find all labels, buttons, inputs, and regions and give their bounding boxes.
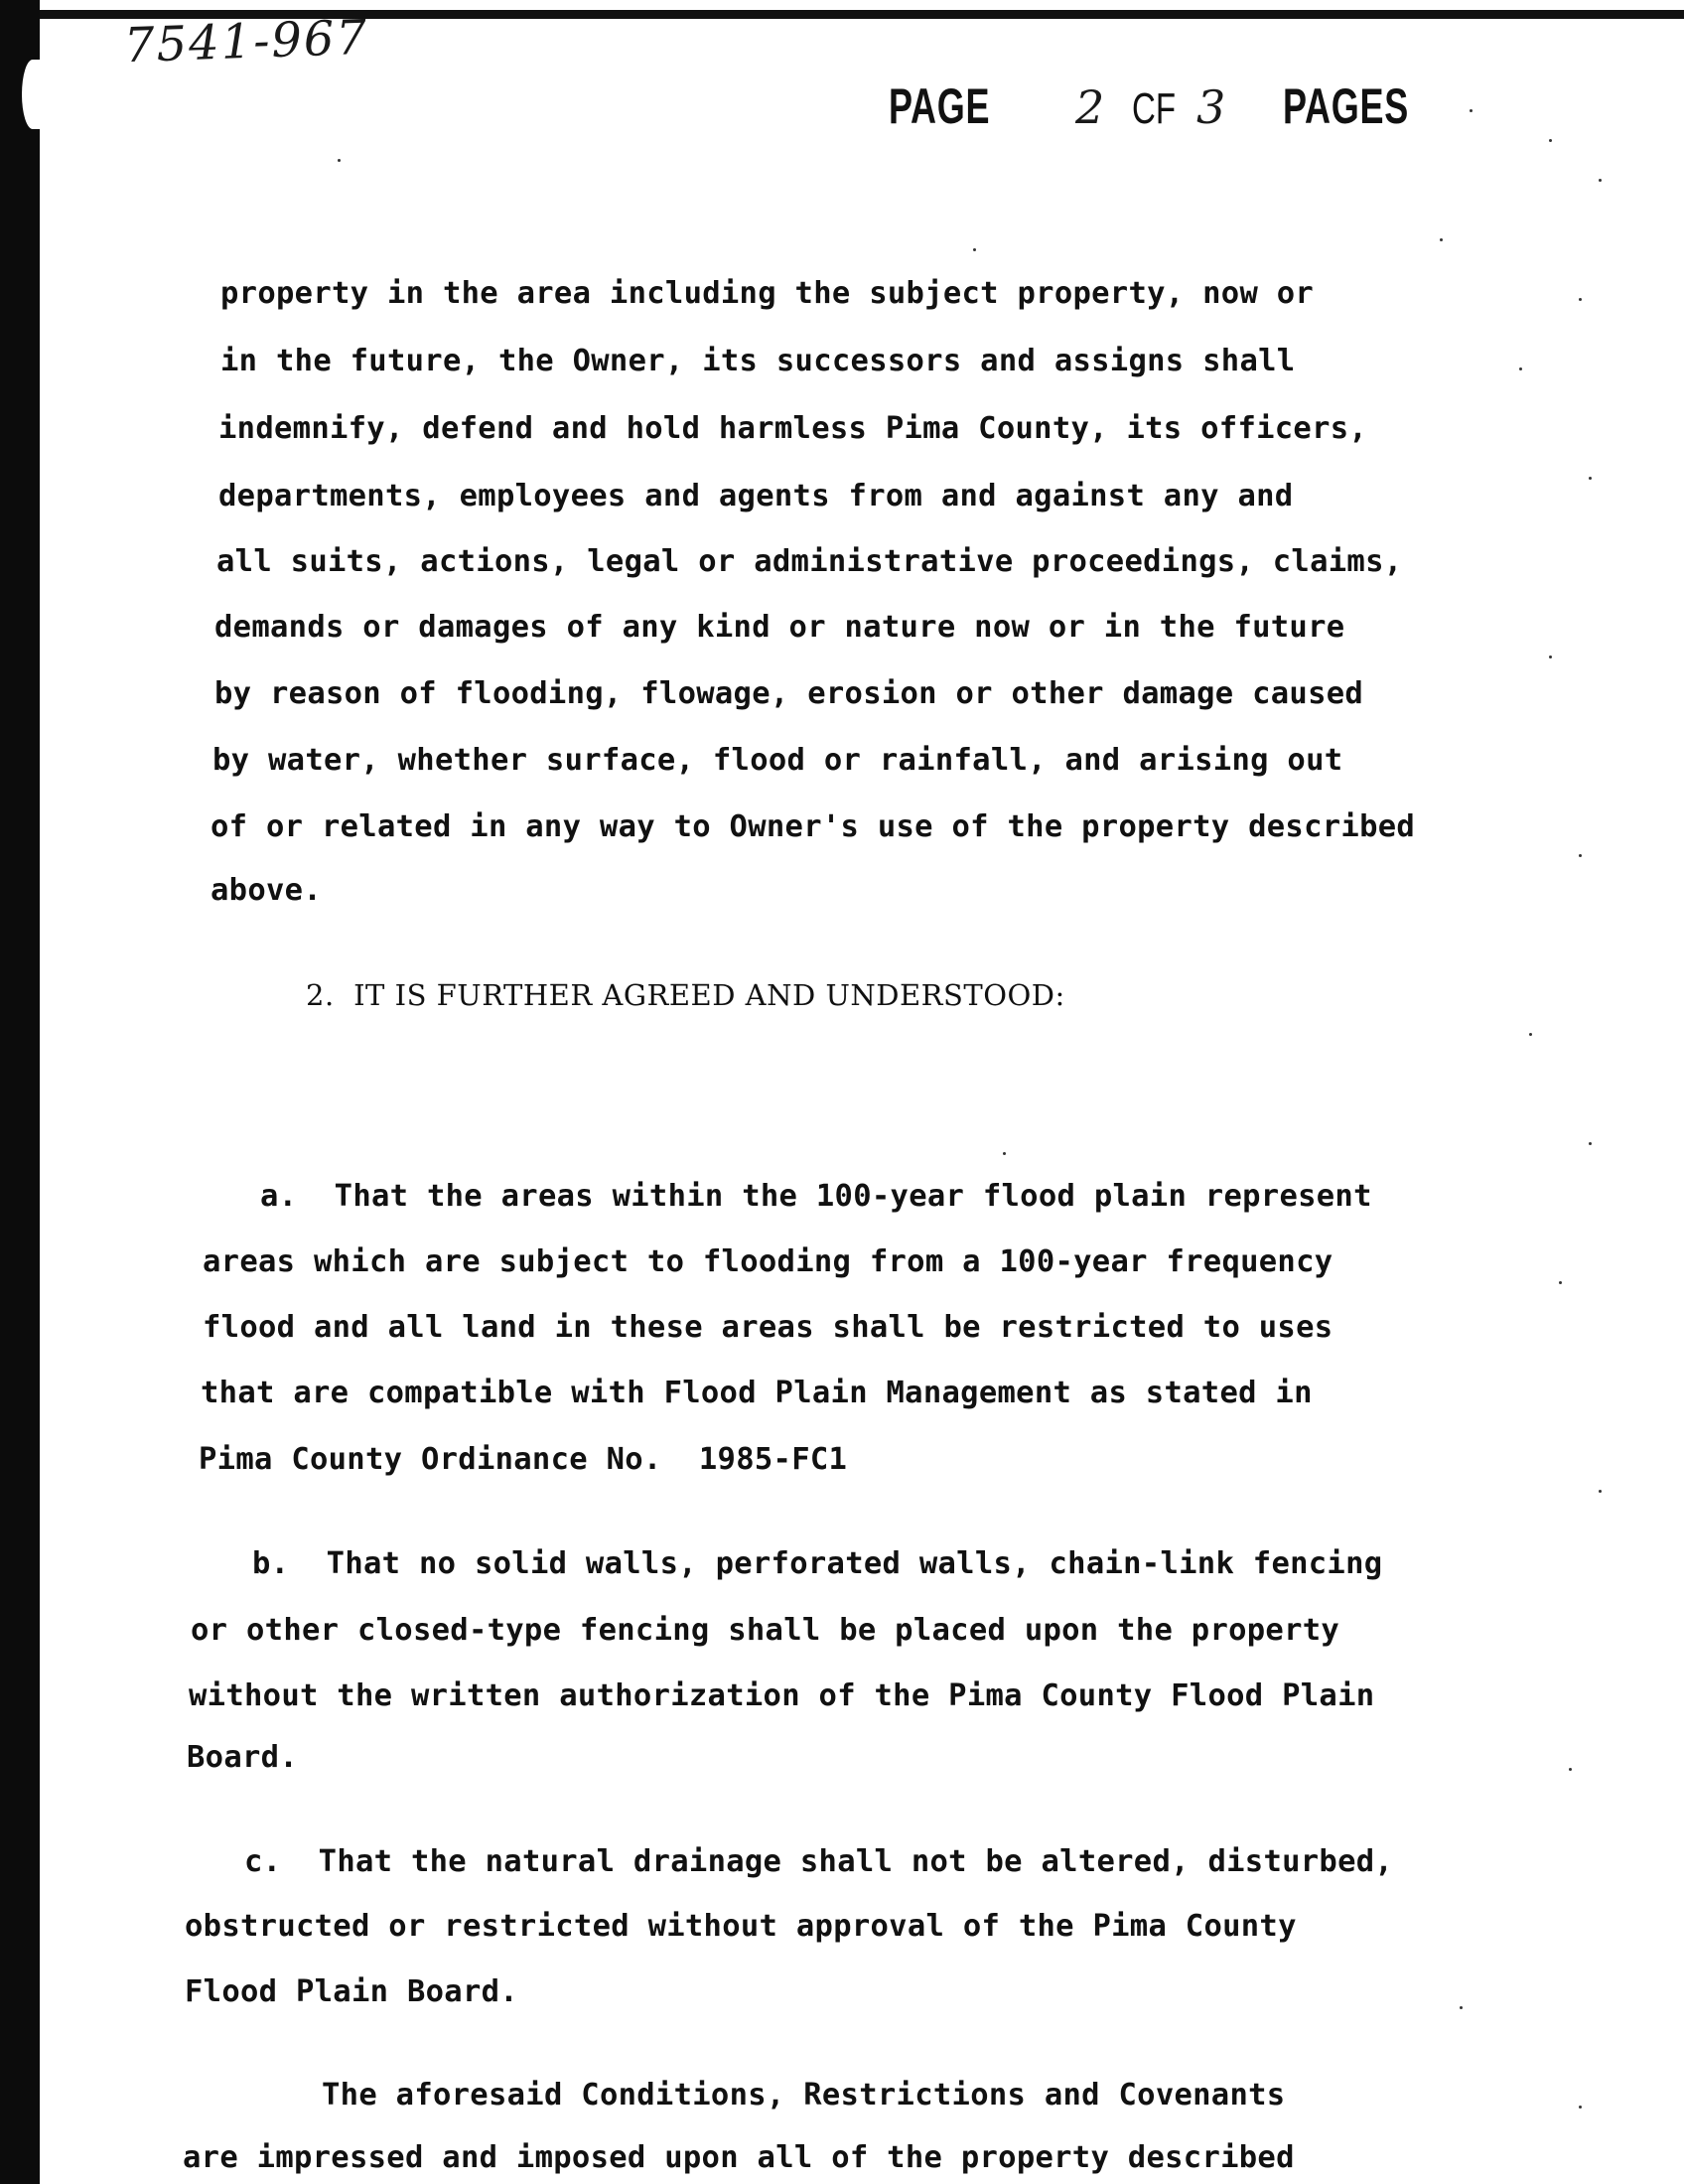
clause-a-line: flood and all land in these areas shall be restricted to uses [203,1310,1333,1345]
page-header [889,77,1459,135]
closing-line: are impressed and imposed upon all of the property described [183,2140,1295,2175]
body-line: by water, whether surface, flood or rainfall, and arising out [212,743,1343,778]
clause-a-line: that are compatible with Flood Plain Management as stated in [201,1376,1313,1410]
clause-a-line: Pima County Ordinance No. 1985-FC1 [199,1442,848,1477]
clause-a-line: a. That the areas within the 100-year flood plain represent [260,1179,1372,1214]
scan-edge [0,0,40,2184]
clause-b-line: b. That no solid walls, perforated walls, chain-link fencing [252,1546,1383,1581]
body-line: departments, employees and agents from and against any and [218,479,1294,513]
body-line: of or related in any way to Owner's use of the property described [210,809,1416,844]
scan-edge-notch [22,60,44,129]
body-line: demands or damages of any kind or nature now or in the future [214,610,1345,645]
body-line: above. [210,873,322,908]
clause-a-line: areas which are subject to flooding from a 100-year frequency [203,1244,1333,1279]
body-line: indemnify, defend and hold harmless Pima County, its officers, [218,411,1368,446]
body-line: all suits, actions, legal or administrative proceedings, claims, [216,544,1403,579]
handwritten-reference: 7541-967 [123,9,369,74]
clause-b-line: without the written authorization of the Pima County Flood Plain [189,1678,1375,1713]
closing-line: The aforesaid Conditions, Restrictions and Covenants [322,2078,1286,2112]
page-word: PAGE [889,78,991,134]
page-number: 2 [1075,80,1105,134]
clause-b-line: Board. [187,1740,298,1775]
body-line: by reason of flooding, flowage, erosion or other damage caused [214,676,1364,711]
clause-c-line: c. That the natural drainage shall not be altered, disturbed, [244,1844,1394,1879]
body-line: property in the area including the subject property, now or [220,276,1315,311]
page-of-word: CF [1132,84,1177,133]
clause-c-line: Flood Plain Board. [185,1974,518,2009]
clause-c-line: obstructed or restricted without approval of the Pima County [185,1909,1297,1944]
pages-word: PAGES [1283,78,1410,134]
total-pages: 3 [1195,80,1226,134]
body-line: in the future, the Owner, its successors and assigns shall [220,344,1296,378]
clause-b-line: or other closed-type fencing shall be placed upon the property [191,1613,1340,1648]
section-heading: 2. IT IS FURTHER AGREED AND UNDERSTOOD: [306,978,1065,1012]
